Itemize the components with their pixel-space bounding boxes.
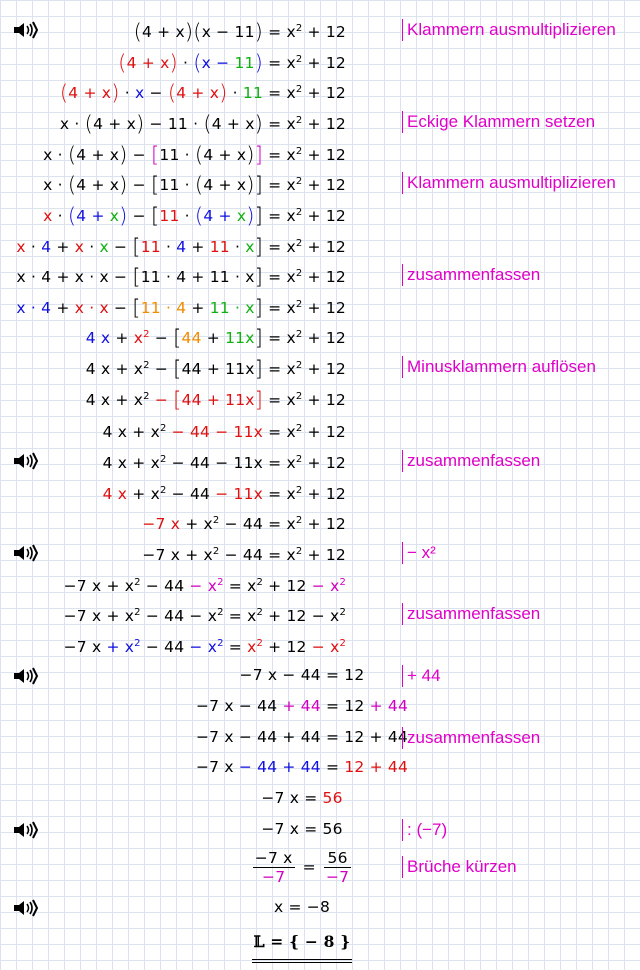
equation: 4 $x + x^2 - 44 - 11x = x^2 + 12$ bbox=[102, 423, 346, 441]
step-row-16 bbox=[0, 476, 640, 506]
equation: −7 $x + x^2 - 44 - x^2 = x^2 + 12 - x^2$ bbox=[63, 607, 346, 625]
step-row-9 bbox=[0, 259, 640, 289]
equation: −7 x = 56 bbox=[261, 820, 343, 838]
equation: −7 $x + x^2 - 44 = x^2 + 12$ bbox=[142, 515, 346, 533]
equation: −7 $x + x^2 - 44 = x^2 + 12$ bbox=[142, 546, 346, 564]
annotation: : (−7) bbox=[402, 819, 447, 841]
equation: 4 $x + x^2 - [44 + 11x] = x^2 + 12$ bbox=[85, 357, 346, 381]
equation: $x \cdot (4 + x) - 11 \cdot (4 + x) = x^2 + 12$ bbox=[59, 112, 346, 136]
annotation: zusammenfassen bbox=[402, 450, 540, 472]
solution-set-text: 𝕃 = { − 8 } bbox=[252, 926, 353, 963]
step-row-24 bbox=[0, 722, 640, 752]
equation: $(4 + x) \cdot x - (4 + x) \cdot 11 = x^2 + 12$ bbox=[59, 81, 346, 105]
step-row-6 bbox=[0, 167, 640, 197]
annotation: − x² bbox=[402, 542, 436, 564]
step-row-28 bbox=[0, 845, 640, 889]
annotation: Eckige Klammern setzen bbox=[402, 111, 595, 133]
step-row-25 bbox=[0, 752, 640, 782]
equation: $x \cdot (4 + x) - [11 \cdot (4 + x)] = x^2 + 12$ bbox=[43, 143, 346, 167]
equation: −7 x − 44 + 44 = 12 + 44 bbox=[195, 697, 409, 715]
step-row-18 bbox=[0, 537, 640, 567]
step-row-10 bbox=[0, 290, 640, 320]
speaker-icon[interactable] bbox=[10, 451, 40, 471]
step-row-22 bbox=[0, 660, 640, 690]
fraction-left bbox=[253, 849, 295, 886]
equation: −7 $x + x^2 - 44 - x^2 = x^2 + 12 - x^2$ bbox=[63, 577, 346, 595]
speaker-icon[interactable] bbox=[10, 543, 40, 563]
annotation: zusammenfassen bbox=[402, 264, 540, 286]
fraction-right bbox=[324, 849, 351, 886]
step-row-1 bbox=[0, 14, 640, 44]
step-row-11 bbox=[0, 320, 640, 350]
step-row-20 bbox=[0, 598, 640, 628]
step-row-2 bbox=[0, 45, 640, 75]
speaker-icon[interactable] bbox=[10, 20, 40, 40]
fraction-right-numerator: 56 bbox=[324, 849, 351, 868]
step-row-7 bbox=[0, 198, 640, 228]
fraction-right-denominator: −7 bbox=[325, 868, 350, 886]
solution-set-row bbox=[0, 926, 640, 962]
fraction-left-numerator: −7 x bbox=[254, 849, 293, 867]
step-row-8 bbox=[0, 229, 640, 259]
step-row-15 bbox=[0, 445, 640, 475]
step-row-13 bbox=[0, 382, 640, 412]
equation: −7 x − 44 + 44 = 12 + 44 bbox=[195, 728, 408, 746]
fraction-left-denominator: −7 bbox=[262, 868, 286, 886]
step-row-4 bbox=[0, 106, 640, 136]
equation: 4 $x + x^2 - 44 - 11x = x^2 + 12$ bbox=[102, 485, 346, 503]
annotation: zusammenfassen bbox=[402, 603, 540, 625]
annotation: + 44 bbox=[402, 665, 441, 687]
equation: −7 x = 56 bbox=[261, 789, 343, 807]
equation: 4 $x + x^2 - [44 + 11x] = x^2 + 12$ bbox=[85, 388, 346, 412]
step-row-5 bbox=[0, 137, 640, 167]
equation: $x \cdot 4 + x \cdot x - [11 \cdot 4 + 11 \cdot x] = x^2 + 12$ bbox=[16, 265, 346, 289]
annotation: Klammern ausmultiplizieren bbox=[402, 172, 616, 194]
equation: 4 $x + x^2 - [44 + 11x] = x^2 + 12$ bbox=[85, 326, 346, 350]
step-row-12 bbox=[0, 351, 640, 381]
step-row-23 bbox=[0, 691, 640, 721]
annotation: Minusklammern auflösen bbox=[402, 356, 596, 378]
step-row-21 bbox=[0, 629, 640, 659]
equation: $x \cdot 4 + x \cdot x - [11 \cdot 4 + 11 \cdot x] = x^2 + 12$ bbox=[16, 235, 346, 259]
equation: $\frac{-7 x}{-7}$ = $\frac{56}{-7}$ bbox=[254, 849, 350, 886]
step-row-29 bbox=[0, 892, 640, 922]
step-row-17 bbox=[0, 506, 640, 536]
equation: 4 $x + x^2 - 44 - 11x = x^2 + 12$ bbox=[102, 454, 346, 472]
annotation: Klammern ausmultiplizieren bbox=[402, 19, 616, 41]
annotation: Brüche kürzen bbox=[402, 856, 517, 878]
equation: −7 $x + x^2 - 44 - x^2 = x^2 + 12 - x^2$ bbox=[63, 638, 346, 656]
step-row-19 bbox=[0, 568, 640, 598]
annotation: zusammenfassen bbox=[402, 727, 540, 749]
step-row-26 bbox=[0, 783, 640, 813]
step-row-14 bbox=[0, 414, 640, 444]
equation: $(4 + x)(x - 11) = x^2 + 12$ bbox=[133, 20, 346, 44]
equation: $(4 + x) \cdot (x - 11) = x^2 + 12$ bbox=[118, 51, 346, 75]
equation: $x \cdot 4 + x \cdot x - [11 \cdot 4 + 11 \cdot x] = x^2 + 12$ bbox=[16, 296, 346, 320]
equation: x = −8 bbox=[273, 898, 331, 916]
equation: $x \cdot (4 + x) - [11 \cdot (4 + x)] = x^2 + 12$ bbox=[43, 204, 346, 228]
equation: −7 x − 44 = 12 bbox=[239, 666, 365, 684]
equation: $x \cdot (4 + x) - [11 \cdot (4 + x)] = x^2 + 12$ bbox=[43, 173, 346, 197]
step-row-27 bbox=[0, 814, 640, 844]
equation: −7 x − 44 + 44 = 12 + 44 bbox=[195, 758, 409, 776]
solution-set bbox=[0, 926, 622, 962]
step-row-3 bbox=[0, 75, 640, 105]
